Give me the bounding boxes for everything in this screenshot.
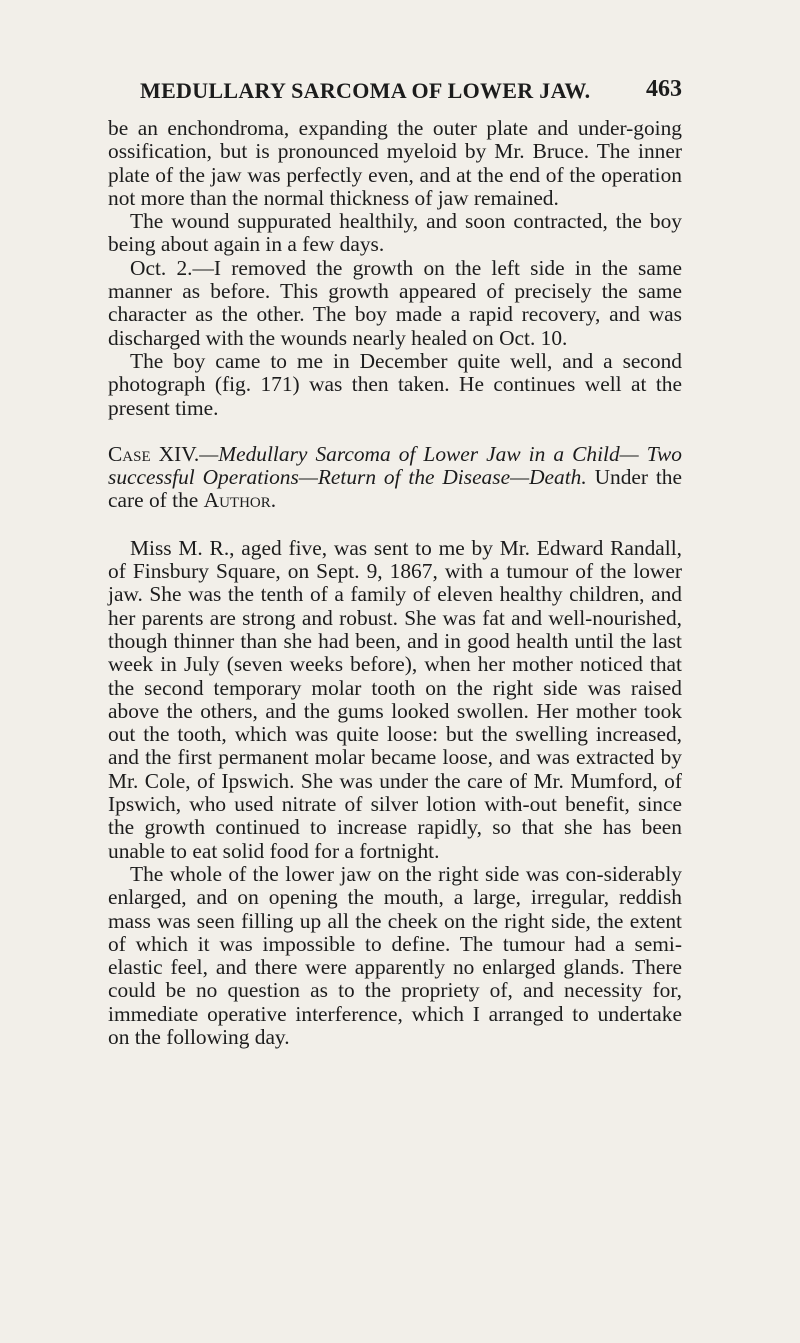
page-number: 463 [646, 76, 682, 102]
case-care-author: Author. [203, 488, 277, 513]
running-head-title: MEDULLARY SARCOMA OF LOWER JAW. [140, 78, 591, 103]
paragraph-december: The boy came to me in December quite well, and a second photograph (fig. 171) was then taken. He continues well at the present time. [108, 348, 682, 420]
paragraph-wound: The wound suppurated healthily, and soon contracted, the boy being about again in a few days. [108, 209, 682, 257]
page-body [108, 117, 682, 1049]
case-label: Case XIV. [108, 441, 200, 466]
paragraph-case-examination: The whole of the lower jaw on the right side was con-siderably enlarged, and on opening the mouth, a large, irregular, reddish mass was seen filling up all the cheek on the right side, the extent of which it was impossible to define. The tumour had a semi-elastic feel, and there were apparently no enlarged glands. There could be no question as to the propriety of, and necessity for, immediate operative interference, which I arranged to undertake on the following day. [108, 861, 682, 1049]
case-heading [108, 443, 682, 513]
paragraph-case-history: Miss M. R., aged five, was sent to me by Mr. Edward Randall, of Finsbury Square, on Sept. 9, 1867, with a tumour of the lower jaw. She was the tenth of a family of eleven healthy children, and her parents are strong and robust. She was fat and well-nourished, though thinner than she had been, and in good health until the last week in July (seven weeks before), when her mother noticed that the second temporary molar tooth on the right side was raised above the others, and the gums looked swollen. Her mother took out the tooth, which was quite loose: but the swelling increased, and the first permanent molar became loose, and was extracted by Mr. Cole, of Ipswich. She was under the care of Mr. Mumford, of Ipswich, who used nitrate of silver lotion with-out benefit, since the growth continued to increase rapidly, so that she has been unable to eat solid food for a fortnight. [108, 535, 682, 863]
paragraph-oct-2: Oct. 2.—I removed the growth on the left side in the same manner as before. This growth appeared of precisely the same character as the other. The boy made a rapid recovery, and was discharged with the wounds nearly healed on Oct. 10. [108, 255, 682, 350]
running-header [130, 78, 682, 108]
case-title: —Medullary Sarcoma of Lower Jaw in a Child— Two successful Operations—Return of the Disease—Death. [108, 441, 682, 490]
case-care-prefix: Under the care of the [108, 465, 682, 513]
paragraph-continued: be an enchondroma, expanding the outer plate and under-going ossification, but is pronounced myeloid by Mr. Bruce. The inner plate of the jaw was perfectly even, and at the end of the operation not more than the normal thickness of jaw remained. [108, 116, 682, 210]
